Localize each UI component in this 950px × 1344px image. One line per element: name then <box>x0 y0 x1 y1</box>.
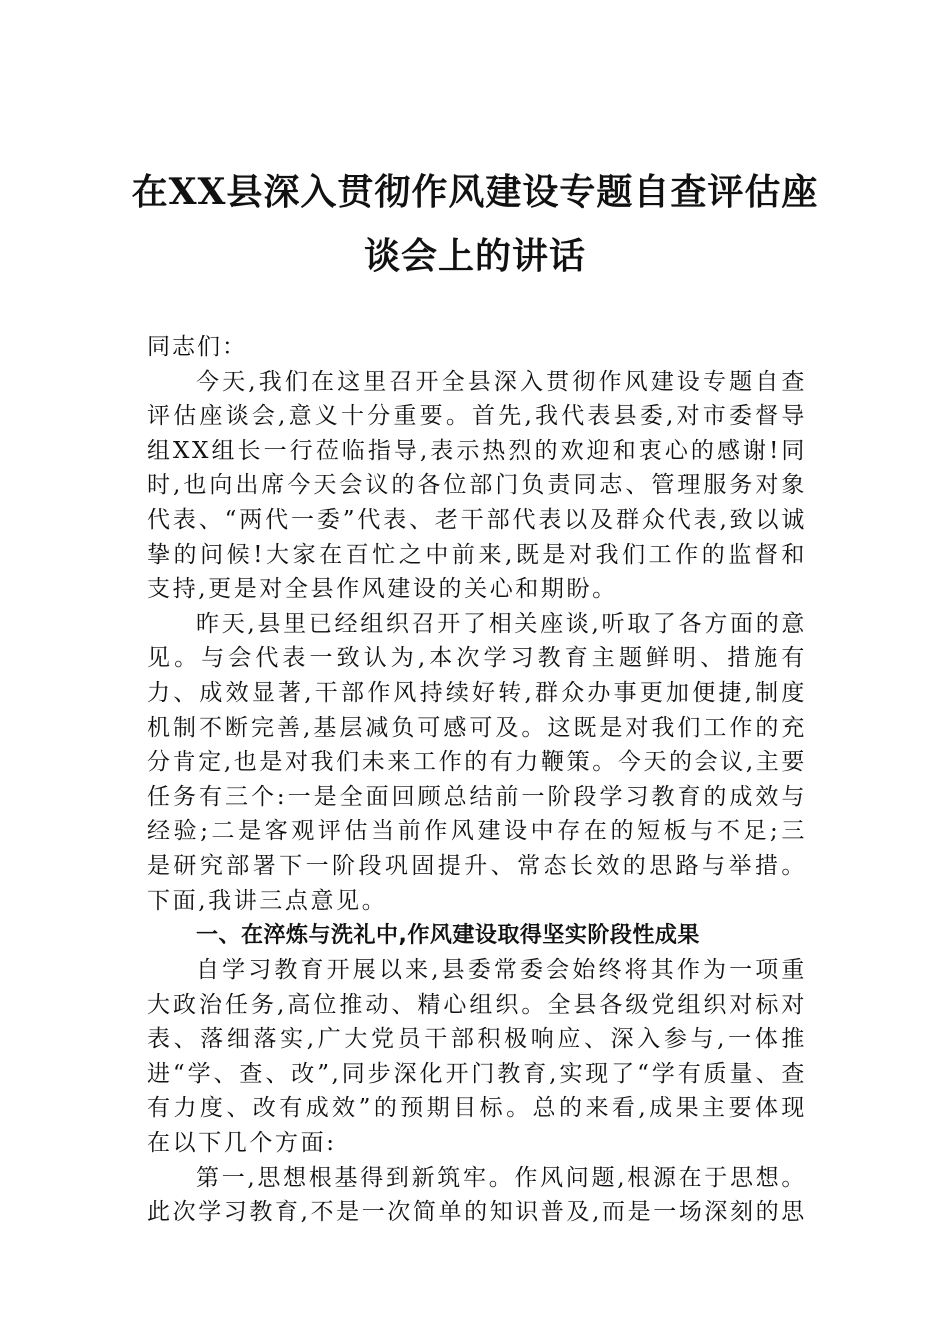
section-heading-1: 一、在淬炼与洗礼中,作风建设取得坚实阶段性成果 <box>196 923 700 949</box>
document-title: 在XX县深入贯彻作风建设专题自查评估座谈会上的讲话 <box>131 171 819 277</box>
paragraph-overview: 自学习教育开展以来,县委常委会始终将其作为一项重大政治任务,高位推动、精心组织。全县各级党组织对标对表、落细落实,广大党员干部积极响应、深入参与,一体推进“学、查、改”,同步深化开门教育,实现了“学有质量、查有力度、改有成效”的预期目标。总的来看,成果主要体现在以下几个方面: <box>147 957 807 1157</box>
paragraph-tasks: 昨天,县里已经组织召开了相关座谈,听取了各方面的意见。与会代表一致认为,本次学习教育主题鲜明、措施有力、成效显著,干部作风持续好转,群众办事更加便捷,制度机制不断完善,基层减负可感可及。这既是对我们工作的充分肯定,也是对我们未来工作的有力鞭策。今天的会议,主要任务有三个:一是全面回顾总结前一阶段学习教育的成效与经验;二是客观评估当前作风建设中存在的短板与不足;三是研究部署下一阶段巩固提升、常态长效的思路与举措。下面,我讲三点意见。 <box>147 610 807 914</box>
paragraph-first-point: 第一,思想根基得到新筑牢。作风问题,根源在于思想。此次学习教育,不是一次简单的知识普及,而是一场深刻的思 <box>147 1164 807 1226</box>
document-body <box>147 330 807 1230</box>
paragraph-opening: 今天,我们在这里召开全县深入贯彻作风建设专题自查评估座谈会,意义十分重要。首先,我代表县委,对市委督导组XX组长一行莅临指导,表示热烈的欢迎和衷心的感谢!同时,也向出席今天会议的各位部门负责同志、管理服务对象代表、“两代一委”代表、老干部代表以及群众代表,致以诚挚的问候!大家在百忙之中前来,既是对我们工作的监督和支持,更是对全县作风建设的关心和期盼。 <box>147 368 807 603</box>
salutation: 同志们： <box>147 334 247 360</box>
